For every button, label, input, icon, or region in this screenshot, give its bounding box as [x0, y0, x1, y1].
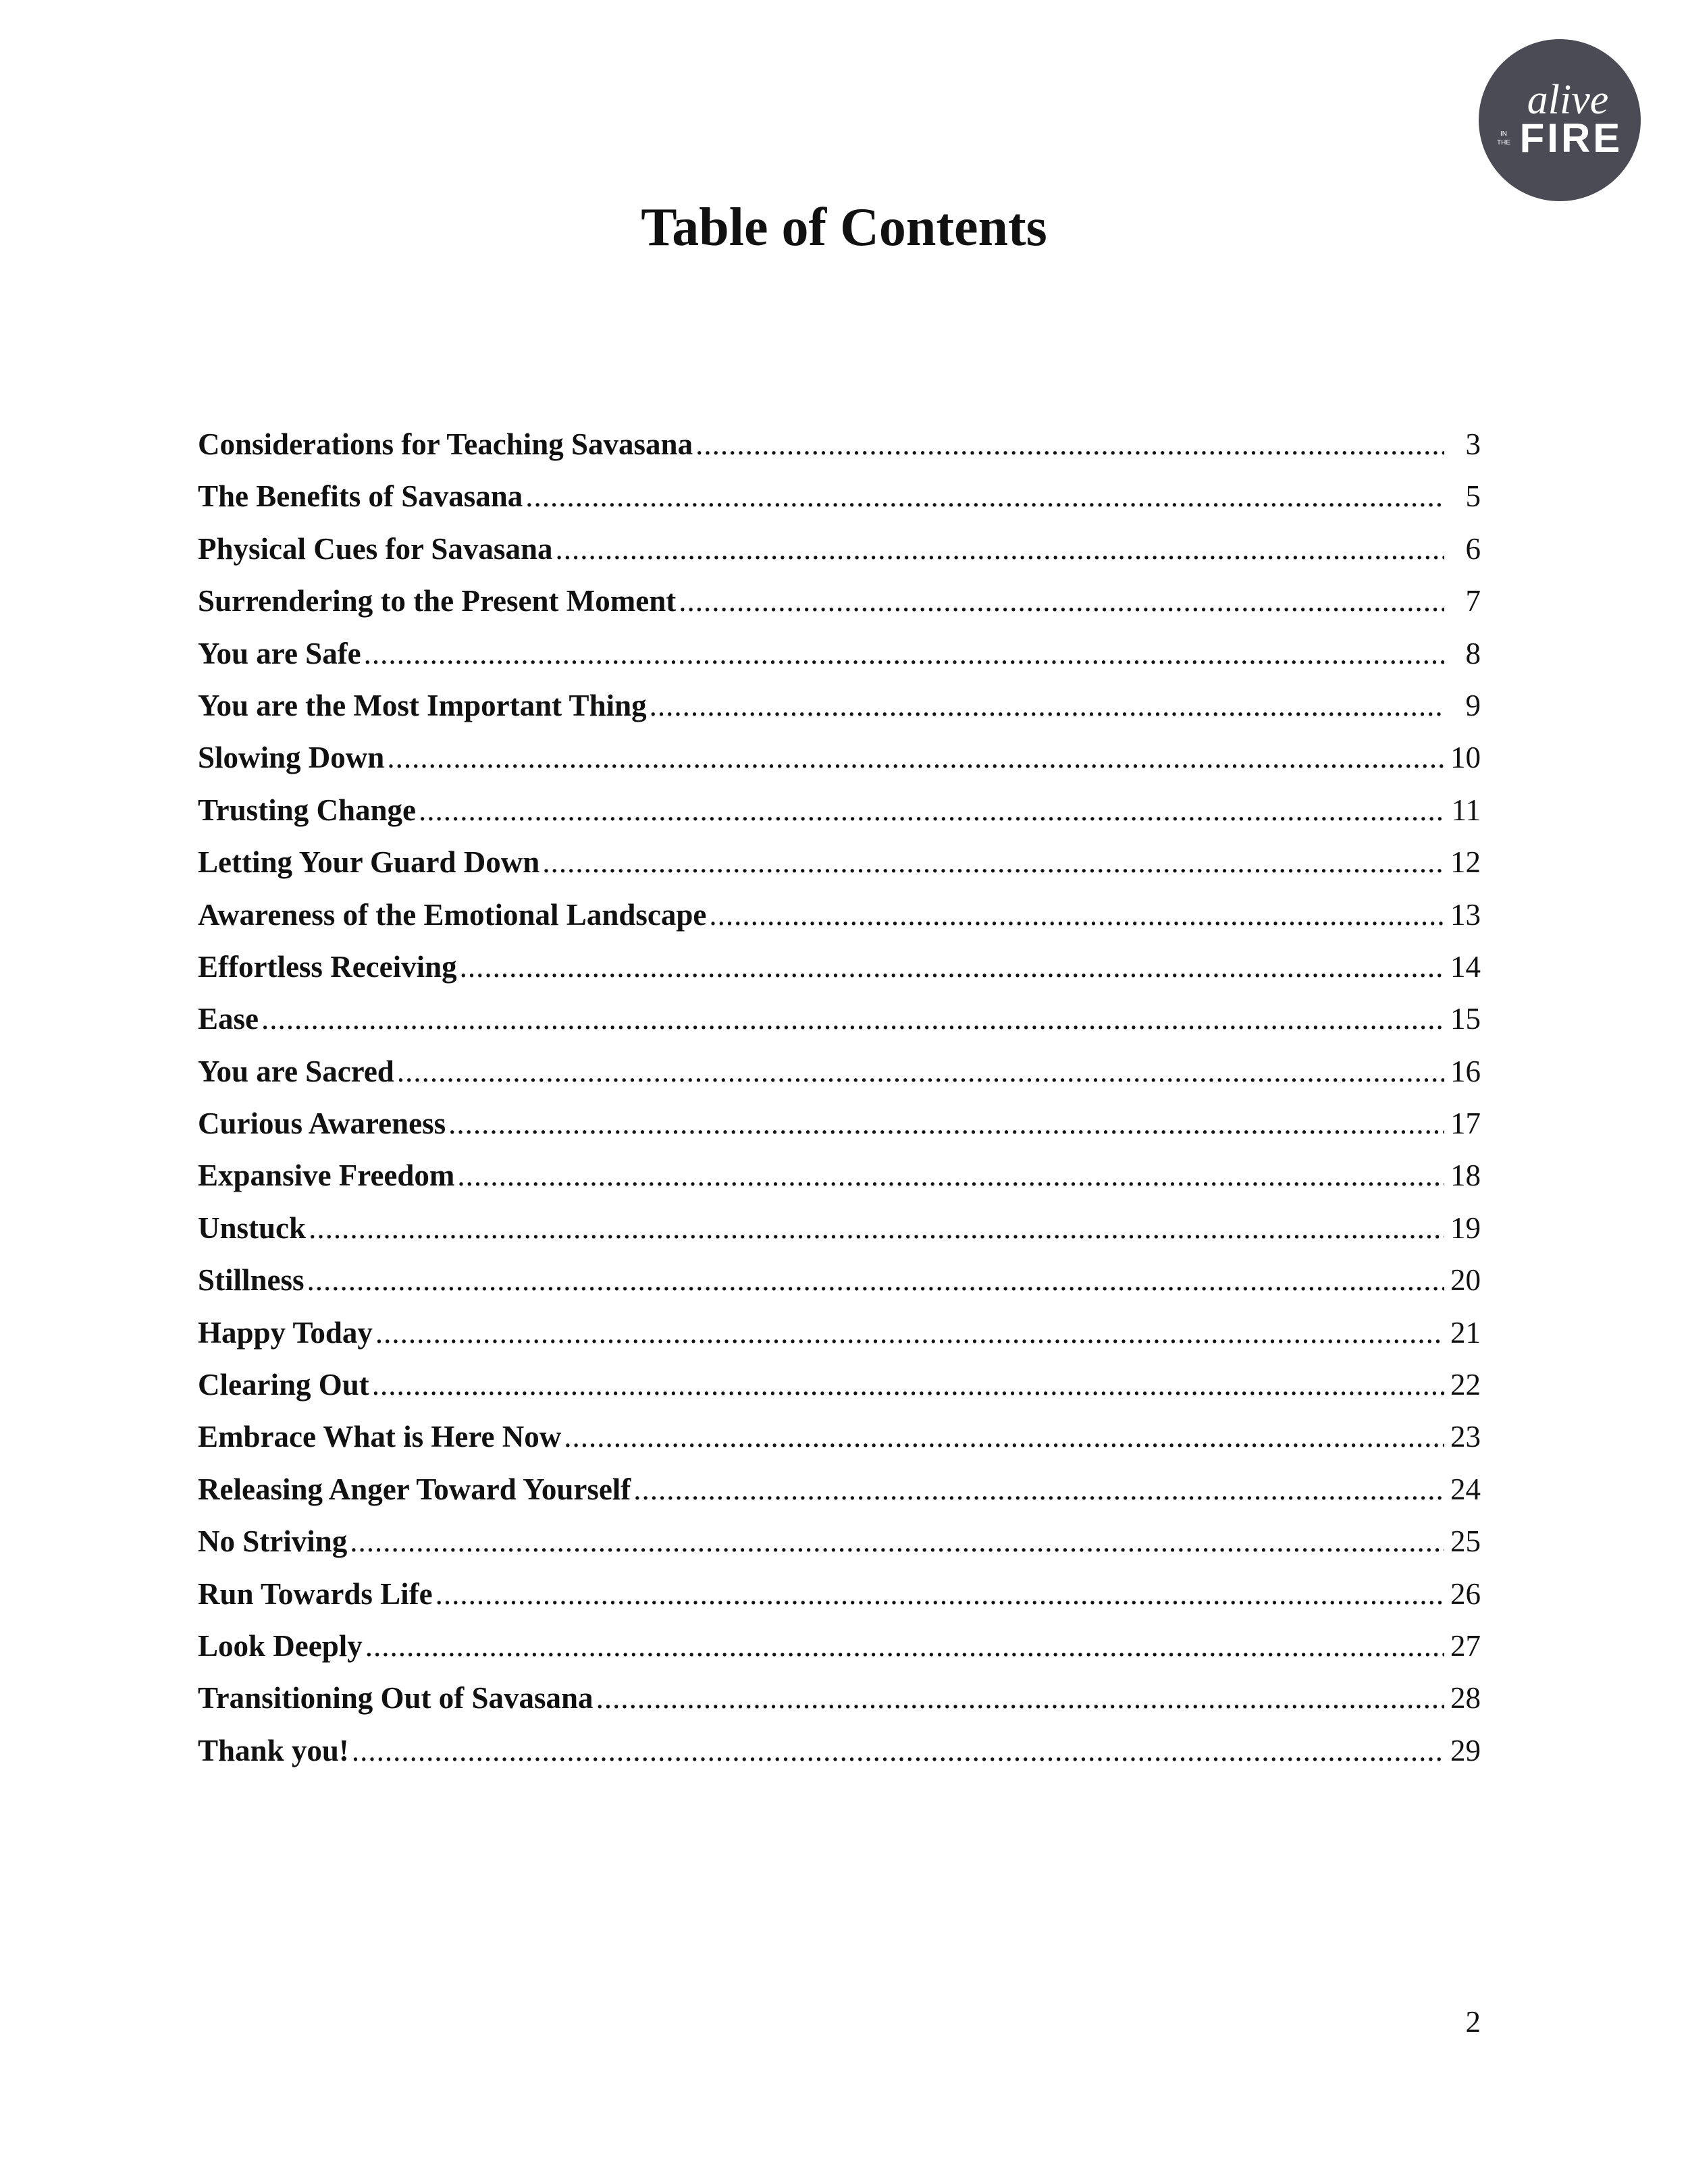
toc-entry-page: 22 — [1450, 1368, 1481, 1402]
toc-entry[interactable] — [198, 1574, 1481, 1626]
toc-entry[interactable] — [198, 1469, 1481, 1521]
toc-entry-label: Look Deeply — [198, 1628, 363, 1663]
toc-entry-page: 6 — [1465, 531, 1481, 566]
toc-entry[interactable] — [198, 1208, 1481, 1260]
toc-entry[interactable] — [198, 737, 1481, 789]
toc-entry-page: 19 — [1450, 1210, 1481, 1245]
toc-dot-leader — [679, 581, 1444, 621]
toc-dot-leader — [387, 737, 1444, 778]
toc-entry[interactable] — [198, 633, 1481, 685]
toc-entry[interactable] — [198, 1416, 1481, 1468]
toc-entry-page: 10 — [1450, 741, 1481, 775]
toc-dot-leader — [372, 1364, 1444, 1405]
toc-entry[interactable] — [198, 1155, 1481, 1207]
toc-entry-label: Considerations for Teaching Savasana — [198, 427, 693, 461]
toc-entry-page: 3 — [1465, 427, 1481, 461]
toc-entry-label: Awareness of the Emotional Landscape — [198, 897, 707, 932]
toc-entry-page: 21 — [1450, 1315, 1481, 1350]
toc-entry-label: No Striving — [198, 1524, 348, 1559]
toc-entry[interactable] — [198, 476, 1481, 528]
toc-entry-page: 20 — [1450, 1263, 1481, 1298]
toc-entry-page: 12 — [1450, 845, 1481, 880]
toc-entry-label: Happy Today — [198, 1315, 373, 1350]
toc-entry-page: 7 — [1465, 584, 1481, 618]
toc-entry-page: 25 — [1450, 1524, 1481, 1559]
toc-entry-page: 18 — [1450, 1158, 1481, 1193]
toc-entry-label: The Benefits of Savasana — [198, 479, 523, 514]
logo-small-text-bottom: THE — [1497, 139, 1510, 147]
toc-entry-page: 17 — [1450, 1107, 1481, 1141]
toc-dot-leader — [365, 1626, 1444, 1666]
toc-entry-label: You are Sacred — [198, 1054, 394, 1088]
toc-dot-leader — [564, 1416, 1444, 1457]
toc-dot-leader — [542, 842, 1444, 882]
toc-entry-page: 8 — [1465, 636, 1481, 670]
toc-dot-leader — [555, 529, 1444, 569]
toc-entry[interactable] — [198, 790, 1481, 842]
toc-dot-leader — [261, 998, 1444, 1039]
toc-dot-leader — [375, 1312, 1444, 1353]
toc-dot-leader — [352, 1730, 1444, 1771]
toc-entry[interactable] — [198, 529, 1481, 581]
toc-entry[interactable] — [198, 1521, 1481, 1573]
page-title: Table of Contents — [641, 198, 1047, 257]
brand-logo — [1479, 39, 1641, 201]
toc-entry-label: Releasing Anger Toward Yourself — [198, 1472, 631, 1506]
toc-entry-page: 24 — [1450, 1472, 1481, 1506]
toc-entry[interactable] — [198, 685, 1481, 737]
toc-entry-label: You are Safe — [198, 636, 361, 670]
toc-entry-page: 13 — [1450, 897, 1481, 932]
toc-dot-leader — [709, 895, 1444, 935]
toc-entry[interactable] — [198, 998, 1481, 1050]
toc-dot-leader — [350, 1521, 1444, 1562]
toc-entry-label: Slowing Down — [198, 741, 385, 775]
toc-entry-page: 15 — [1450, 1002, 1481, 1036]
toc-entry-label: Transitioning Out of Savasana — [198, 1681, 594, 1715]
toc-entry-label: Ease — [198, 1002, 259, 1036]
toc-entry-label: Thank you! — [198, 1733, 349, 1767]
toc-entry-page: 23 — [1450, 1420, 1481, 1454]
toc-entry-label: Surrendering to the Present Moment — [198, 584, 677, 618]
toc-entry[interactable] — [198, 842, 1481, 894]
toc-dot-leader — [633, 1469, 1444, 1510]
toc-entry[interactable] — [198, 1364, 1481, 1416]
toc-entry-page: 29 — [1450, 1733, 1481, 1767]
toc-entry-label: Unstuck — [198, 1210, 307, 1245]
toc-entry[interactable] — [198, 1626, 1481, 1678]
page-number: 2 — [1465, 2005, 1481, 2039]
toc-dot-leader — [309, 1208, 1444, 1248]
toc-dot-leader — [596, 1678, 1444, 1718]
toc-entry-page: 27 — [1450, 1628, 1481, 1663]
toc-entry-page: 26 — [1450, 1576, 1481, 1611]
toc-entry-label: Stillness — [198, 1263, 305, 1298]
toc-entry-page: 14 — [1450, 949, 1481, 984]
toc-dot-leader — [307, 1260, 1444, 1300]
toc-entry-label: Letting Your Guard Down — [198, 845, 540, 880]
toc-entry[interactable] — [198, 895, 1481, 947]
toc-entry-page: 11 — [1451, 793, 1481, 827]
toc-entry-page: 5 — [1465, 479, 1481, 514]
toc-entry-page: 28 — [1450, 1681, 1481, 1715]
toc-entry[interactable] — [198, 1312, 1481, 1364]
toc-entry-label: Clearing Out — [198, 1368, 369, 1402]
toc-entry-label: Effortless Receiving — [198, 949, 457, 984]
logo-small-text-top: IN — [1500, 130, 1507, 138]
toc-dot-leader — [695, 424, 1444, 464]
toc-entry[interactable] — [198, 1730, 1481, 1782]
toc-entry[interactable] — [198, 1103, 1481, 1155]
toc-entry-label: Run Towards Life — [198, 1576, 433, 1611]
toc-entry-label: Curious Awareness — [198, 1107, 446, 1141]
toc-dot-leader — [436, 1574, 1444, 1614]
toc-dot-leader — [397, 1051, 1444, 1092]
toc-dot-leader — [460, 947, 1444, 987]
toc-dot-leader — [364, 633, 1444, 674]
toc-entry-label: Embrace What is Here Now — [198, 1420, 562, 1454]
toc-dot-leader — [525, 476, 1444, 516]
logo-script-text: alive — [1527, 77, 1609, 123]
logo-main-text: FIRE — [1519, 115, 1623, 161]
toc-entry-label: You are the Most Important Thing — [198, 688, 647, 722]
toc-entry[interactable] — [198, 1260, 1481, 1312]
toc-entry[interactable] — [198, 424, 1481, 476]
toc-dot-leader — [419, 790, 1444, 830]
toc-entry[interactable] — [198, 1678, 1481, 1730]
table-of-contents — [198, 424, 1481, 1782]
toc-entry[interactable] — [198, 1051, 1481, 1103]
toc-entry[interactable] — [198, 581, 1481, 633]
toc-dot-leader — [650, 685, 1444, 726]
toc-entry-label: Physical Cues for Savasana — [198, 531, 553, 566]
toc-entry[interactable] — [198, 947, 1481, 998]
toc-dot-leader — [448, 1103, 1444, 1144]
toc-dot-leader — [457, 1155, 1444, 1196]
toc-entry-label: Trusting Change — [198, 793, 416, 827]
toc-entry-page: 16 — [1450, 1054, 1481, 1088]
toc-entry-label: Expansive Freedom — [198, 1158, 455, 1193]
toc-entry-page: 9 — [1465, 688, 1481, 722]
